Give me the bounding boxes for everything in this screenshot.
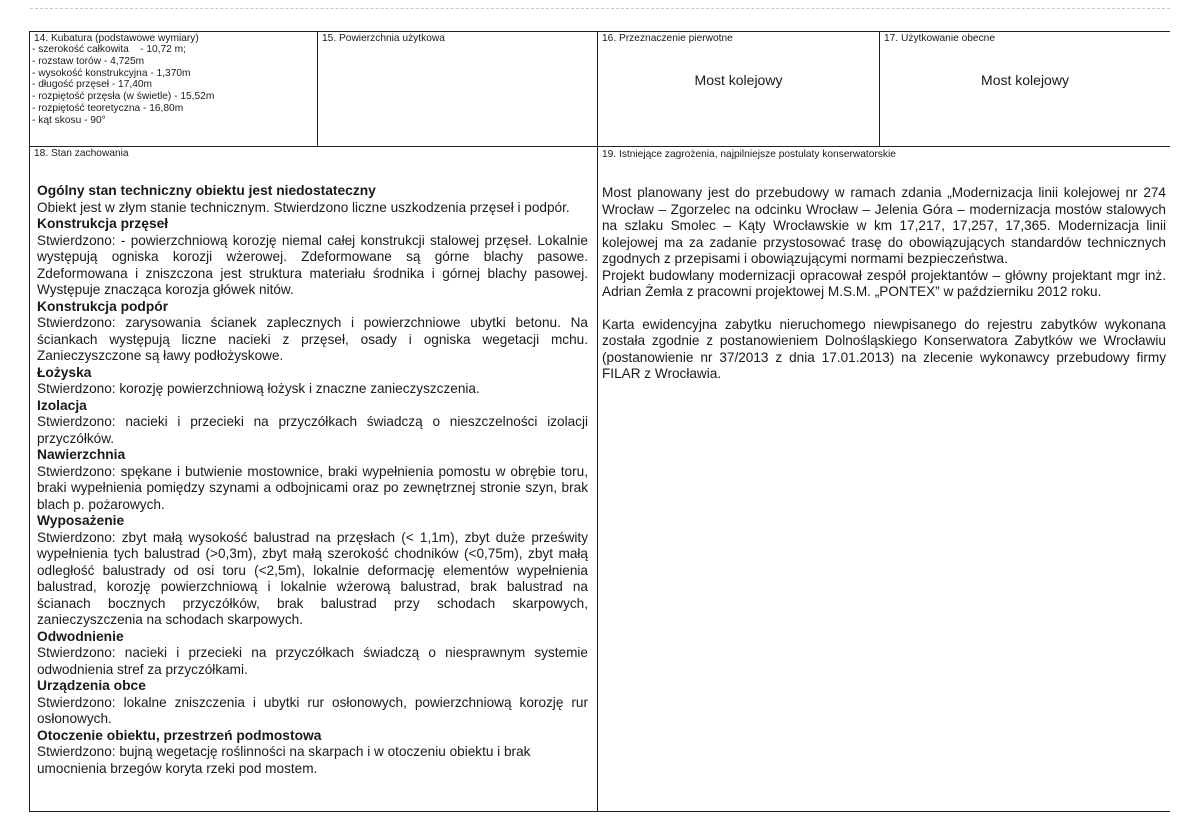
section-heading: Ogólny stan techniczny obiektu jest niedostateczny — [37, 183, 376, 198]
section-heading: Wyposażenie — [37, 513, 125, 528]
section-text: Stwierdzono: korozję powierzchniową łożysk i znaczne zanieczyszczenia. — [37, 381, 480, 396]
cell-kubatura-header: 14. Kubatura (podstawowe wymiary) — [34, 33, 199, 44]
cell-stan-header: 18. Stan zachowania — [34, 148, 129, 159]
zagrozenia-content — [602, 185, 1166, 383]
zagrozenia-paragraph-1: Most planowany jest do przebudowy w ramach zdania „Modernizacja linii kolejowej nr 274 Wrocław – Zgorzelec na odcinku Wrocław – Jelenia Góra – modernizacja mostów stalowych na szlaku Smolec – Kąty Wrocławskie w km 17,217, 17,257, 17,365. Modernizacja linii kolejowej ma za zadanie przystosować trasę do obowiązujących standardów technicznych zgodnych z przepisami i obowiązującymi normami bezpieczeństwa. — [602, 185, 1166, 266]
kubatura-item: - długość przęseł - 17,40m — [32, 79, 153, 91]
section-text: Stwierdzono: spękane i butwienie mostownice, braki wypełnienia pomostu w obrębie toru, braki wypełnienia pomiędzy szynami a odbojnicami oraz po zewnętrznej stronie szyn, brak blach p. pożarowych. — [37, 463, 588, 512]
section-heading: Konstrukcja przęseł — [37, 216, 169, 231]
section-heading: Izolacja — [37, 397, 87, 413]
section-heading: Otoczenie obiektu, przestrzeń podmostowa — [37, 727, 322, 743]
cell-powierzchnia-header: 15. Powierzchnia użytkowa — [322, 33, 445, 44]
section-text: Stwierdzono: zarysowania ścianek zaplecznych i powierzchniowe ubytki betonu. Na ściankach występują liczne nacieki z przęseł, osady i ogniska wegetacji mchu. Zanieczyszczone są ławy podłożyskowe. — [37, 315, 588, 363]
section-text: Stwierdzono: - powierzchniową korozję niemal całej konstrukcji stalowej przęseł. Lokalnie występują ogniska korozji wżerowej. Zdeformowane są górne blachy pasowe. Zdeformowana i zniszczona jest struktura materiału środnika i górnej blachy pasowej. Występuje znacząca korozja główek nitów. — [37, 232, 588, 297]
cell-zagrozenia-header: 19. Istniejące zagrożenia, najpilniejsze postulaty konserwatorskie — [602, 149, 896, 160]
zagrozenia-paragraph-3: Karta ewidencyjna zabytku nieruchomego niewpisanego do rejestru zabytków wykonana została zgodnie z postanowieniem Dolnośląskiego Konserwatora Zabytków we Wrocławiu (postanowienie nr 37/2013 z dnia 17.01.2013) na zlecenie wykonawcy przebudowy firmy FILAR z Wrocławia. — [602, 316, 1166, 381]
section-text: Stwierdzono: zbyt małą wysokość balustrad na przęsłach (< 1,1m), zbyt duże prześwity wypełnienia tych balustrad (>0,3m), zbyt małą szerokość chodników (<0,75m), zbyt małą odległość balustrady od osi toru (<2,5m), lokalnie deformację elementów wypełnienia balustrad, korozję powierzchniową i lokalnie wżerową balustrad, brak balustrad na ścianach bocznych przyczółków, brak balustrad przy schodach skarpowych, zanieczyszczenia na schodach skarpowych. — [37, 529, 588, 627]
kubatura-item: - rozpiętość teoretyczna - 16,80m — [32, 102, 184, 114]
kubatura-item: - szerokość całkowita - 10,72 m; — [32, 44, 186, 55]
section-heading: Odwodnienie — [37, 628, 124, 644]
kubatura-item: - rozpiętość przęsła (w świetle) - 15,52m — [32, 91, 215, 103]
section-heading: Nawierzchnia — [37, 447, 126, 462]
stan-content — [37, 183, 588, 777]
cell-uzytkowanie — [879, 31, 1170, 147]
zagrozenia-paragraph-2: Projekt budowlany modernizacji opracował zespół projektantów – główny projektant mgr inż. Adrian Żemła z pracowni projektowej M.S.M. „PONTEX” w październiku 2012 roku. — [602, 267, 1166, 299]
kubatura-list — [32, 44, 312, 127]
kubatura-item: - wysokość konstrukcyjna - 1,370m — [32, 67, 191, 79]
cell-powierzchnia — [317, 31, 597, 147]
section-heading: Konstrukcja podpór — [37, 298, 169, 314]
cell-przeznaczenie-header: 16. Przeznaczenie pierwotne — [602, 33, 733, 44]
section-text: Stwierdzono: nacieki i przecieki na przyczółkach świadczą o nieszczelności izolacji przyczółków. — [37, 414, 588, 446]
section-heading: Łożyska — [37, 364, 92, 380]
przeznaczenie-value: Most kolejowy — [694, 72, 783, 88]
section-text: Stwierdzono: nacieki i przecieki na przyczółkach świadczą o niesprawnym systemie odwodnienia stref za przyczółkami. — [37, 645, 588, 677]
section-text: Obiekt jest w złym stanie technicznym. Stwierdzono liczne uszkodzenia przęseł i podpór. — [37, 199, 570, 215]
section-text: Stwierdzono: bujną wegetację roślinności na skarpach i w otoczeniu obiektu i brak umocnienia brzegów koryta rzeki pod mostem. — [37, 744, 531, 776]
uzytkowanie-value: Most kolejowy — [981, 72, 1069, 88]
section-heading: Urządzenia obce — [37, 678, 146, 693]
cell-przeznaczenie — [597, 31, 879, 147]
section-text: Stwierdzono: lokalne zniszczenia i ubytki rur osłonowych, powierzchniową korozję rur osłonowych. — [37, 694, 588, 726]
cell-uzytkowanie-header: 17. Użytkowanie obecne — [884, 33, 995, 44]
scan-top-edge — [30, 8, 1170, 9]
kubatura-item: - rozstaw torów - 4,725m — [32, 55, 145, 67]
kubatura-item: - kąt skosu - 90° — [32, 114, 106, 126]
